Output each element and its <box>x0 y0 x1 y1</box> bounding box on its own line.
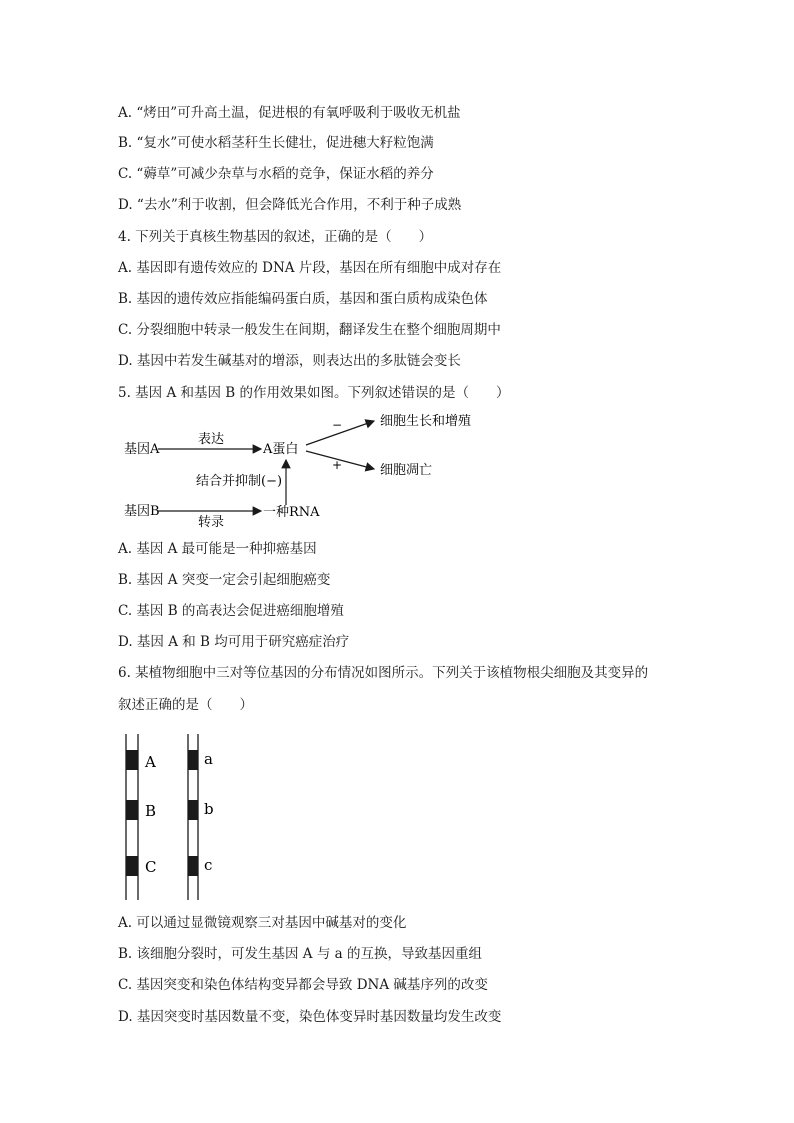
q6-option-d: D. 基因突变时基因数量不变，染色体变异时基因数量均发生改变 <box>118 1009 502 1025</box>
q4-stem: 4. 下列关于真核生物基因的叙述，正确的是（ ） <box>118 229 433 245</box>
q4-option-a: A. 基因即有遗传效应的 DNA 片段，基因在所有细胞中成对存在 <box>118 260 502 276</box>
locus-a-band <box>126 750 138 770</box>
minus-sign: − <box>332 418 343 432</box>
q5-option-a: A. 基因 A 最可能是一种抑癌基因 <box>118 541 317 557</box>
q4-option-d: D. 基因中若发生碱基对的增添，则表达出的多肽链会变长 <box>118 353 461 369</box>
q6-stem-line1: 6. 某植物细胞中三对等位基因的分布情况如图所示。下列关于该植物根尖细胞及其变异的 <box>118 665 649 681</box>
allele-small-a: a <box>204 750 213 768</box>
q6-option-b: B. 该细胞分裂时，可发生基因 A 与 a 的互换，导致基因重组 <box>118 946 482 962</box>
express-label: 表达 <box>198 432 225 447</box>
allele-big-a: A <box>145 753 156 771</box>
allele-small-b: b <box>204 800 214 818</box>
q6-option-c: C. 基因突变和染色体结构变异都会导致 DNA 碱基序列的改变 <box>118 977 488 993</box>
chromosome-diagram <box>118 730 238 905</box>
q4-option-b: B. 基因的遗传效应指能编码蛋白质，基因和蛋白质构成染色体 <box>118 291 488 307</box>
protein-a-label: A蛋白 <box>263 442 299 457</box>
q5-option-d: D. 基因 A 和 B 均可用于研究癌症治疗 <box>118 634 350 650</box>
apoptosis-label: 细胞凋亡 <box>380 463 433 478</box>
q5-option-b: B. 基因 A 突变一定会引起细胞癌变 <box>118 572 331 588</box>
locus-b-band <box>126 800 138 820</box>
q3-option-d: D. “去水”利于收割，但会降低光合作用，不利于种子成熟 <box>118 197 462 213</box>
allele-big-b: B <box>145 802 157 820</box>
q6-option-a: A. 可以通过显微镜观察三对基因中碱基对的变化 <box>118 915 407 931</box>
locus-small-a-band <box>188 750 198 770</box>
plus-sign: + <box>332 458 343 472</box>
q5-stem: 5. 基因 A 和基因 B 的作用效果如图。下列叙述错误的是（ ） <box>118 385 510 401</box>
locus-small-b-band <box>188 800 198 820</box>
q3-option-b: B. “复水”可使水稻茎秆生长健壮，促进穗大籽粒饱满 <box>118 135 434 151</box>
locus-small-c-band <box>188 856 198 876</box>
locus-c-band <box>126 856 138 876</box>
transcribe-label: 转录 <box>198 515 225 530</box>
allele-small-c: c <box>204 856 213 874</box>
q5-option-c: C. 基因 B 的高表达会促进癌细胞增殖 <box>118 603 344 619</box>
q6-stem-line2: 叙述正确的是（ ） <box>118 697 253 713</box>
cell-growth-label: 细胞生长和增殖 <box>380 414 472 429</box>
gene-a-label: 基因A <box>124 442 160 457</box>
q3-option-a: A. “烤田”可升高土温，促进根的有氧呼吸利于吸收无机盐 <box>118 105 461 121</box>
q4-option-c: C. 分裂细胞中转录一般发生在间期，翻译发生在整个细胞周期中 <box>118 322 501 338</box>
rna-label: 一种RNA <box>263 505 320 520</box>
gene-b-label: 基因B <box>124 504 160 519</box>
allele-big-c: C <box>145 858 157 876</box>
q3-option-c: C. “薅草”可减少杂草与水稻的竞争，保证水稻的养分 <box>118 166 434 182</box>
bind-inhibit-label: 结合并抑制(−) <box>196 474 283 489</box>
gene-regulation-diagram <box>118 405 488 533</box>
